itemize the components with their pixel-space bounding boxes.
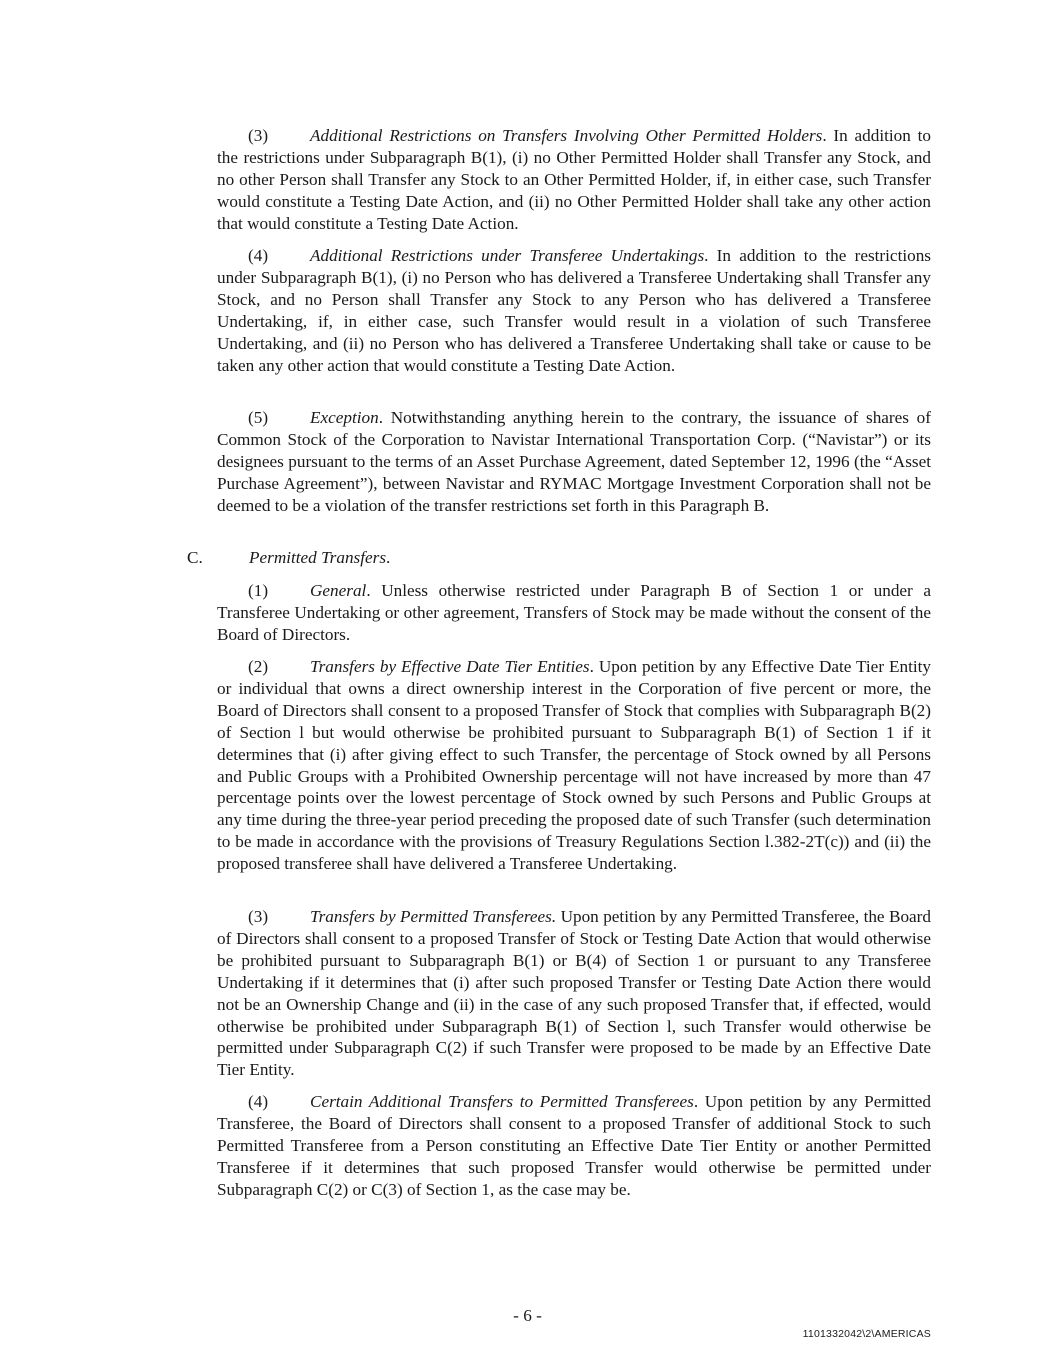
paragraph-b5 <box>217 407 931 517</box>
paragraph-b3 <box>217 125 931 235</box>
paragraph-title: Certain Additional Transfers to Permitted Transferees <box>310 1092 694 1111</box>
section-title: Permitted Transfers <box>249 548 387 567</box>
paragraph-number: (3) <box>248 126 269 145</box>
paragraph-c2 <box>217 656 931 875</box>
paragraph-body: . Upon petition by any Permitted Transferee, the Board of Directors shall consent to a proposed Transfer of additional Stock to such Permitted Transferee from a Person constituting an Effective Date Tier Entity or another Permitted Transferee if it determines that such proposed Transfer would otherwise be permitted under Subparagraph C(2) or C(3) of Section 1, as the case may be. <box>217 1092 931 1199</box>
section-c-heading <box>187 547 390 569</box>
paragraph-title: General <box>310 581 367 600</box>
paragraph-title: Additional Restrictions on Transfers Involving Other Permitted Holders <box>310 126 823 145</box>
paragraph-number: (1) <box>248 581 269 600</box>
paragraph-body: . In addition to the restrictions under Subparagraph B(1), (i) no Person who has delivered a Transferee Undertaking shall Transfer any Stock, and no Person shall Transfer any Stock to any Person who has delivered a Transferee Undertaking, if, in either case, such Transfer would result in a violation of such Transferee Undertaking, and (ii) no Person who has delivered a Transferee Undertaking shall take or cause to be taken any other action that would constitute a Testing Date Action. <box>217 246 931 375</box>
page-number: - 6 - <box>513 1306 542 1325</box>
paragraph-b4 <box>217 245 931 376</box>
document-id: 1101332042\2\AMERICAS <box>802 1328 931 1340</box>
paragraph-body: . Notwithstanding anything herein to the contrary, the issuance of shares of Common Stock of the Corporation to Navistar International Transportation Corp. (“Navistar”) or its designees pursuant to the terms of an Asset Purchase Agreement, dated September 12, 1996 (the “Asset Purchase Agreement”), between Navistar and RYMAC Mortgage Investment Corporation shall not be deemed to be a violation of the transfer restrictions set forth in this Paragraph B. <box>217 408 931 515</box>
paragraph-body: . Unless otherwise restricted under Paragraph B of Section 1 or under a Transferee Undertaking or other agreement, Transfers of Stock may be made without the consent of the Board of Directors. <box>217 581 931 644</box>
paragraph-body: . Upon petition by any Effective Date Tier Entity or individual that owns a direct ownership interest in the Corporation of five percent or more, the Board of Directors shall consent to a proposed Transfer of Stock that complies with Subparagraph B(2) of Section l but would otherwise be prohibited pursuant to Subparagraph B(1) of Section 1 if it determines that (i) after giving effect to such Transfer, the percentage of Stock owned by all Persons and Public Groups with a Prohibited Ownership percentage will not have increased by more than 47 percentage points over the lowest percentage of Stock owned by such Persons and Public Groups at any time during the three-year period preceding the proposed date of such Transfer (such determination to be made in accordance with the provisions of Treasury Regulations Section l.382-2T(c)) and (ii) the proposed transferee shall have delivered a Transferee Undertaking. <box>217 657 931 874</box>
paragraph-body: Upon petition by any Permitted Transferee, the Board of Directors shall consent to a proposed Transfer of Stock or Testing Date Action that would otherwise be prohibited pursuant to Subparagraph B(1) or B(4) of Section 1 or pursuant to any Transferee Undertaking if it determines that (i) after such proposed Transfer or Testing Date Action there would not be an Ownership Change and (ii) in the case of any such proposed Transfer that, if effected, would otherwise be prohibited under Subparagraph B(1) of Section l, such Transfer would otherwise be permitted under Subparagraph C(2) if such Transfer were proposed to be made by an Effective Date Tier Entity. <box>217 907 932 1080</box>
section-letter: C. <box>187 548 203 567</box>
paragraph-number: (4) <box>248 1092 269 1111</box>
paragraph-c4 <box>217 1091 931 1201</box>
paragraph-title: Additional Restrictions under Transferee Undertakings <box>310 246 705 265</box>
paragraph-title: Transfers by Permitted Transferees. <box>310 907 557 926</box>
paragraph-c3 <box>217 906 931 1081</box>
paragraph-number: (4) <box>248 246 269 265</box>
paragraph-c1 <box>217 580 931 646</box>
paragraph-body: . In addition to the restrictions under Subparagraph B(1), (i) no Other Permitted Holder shall Transfer any Stock, and no other Person shall Transfer any Stock to an Other Permitted Holder, if, in either case, such Transfer would constitute a Testing Date Action, and (ii) no Other Permitted Holder shall take any other action that would constitute a Testing Date Action. <box>217 126 931 233</box>
section-title-suffix: . <box>386 548 391 567</box>
paragraph-number: (2) <box>248 657 269 676</box>
paragraph-number: (5) <box>248 408 269 427</box>
paragraph-title: Transfers by Effective Date Tier Entities <box>310 657 590 676</box>
paragraph-title: Exception <box>310 408 379 427</box>
paragraph-number: (3) <box>248 907 269 926</box>
